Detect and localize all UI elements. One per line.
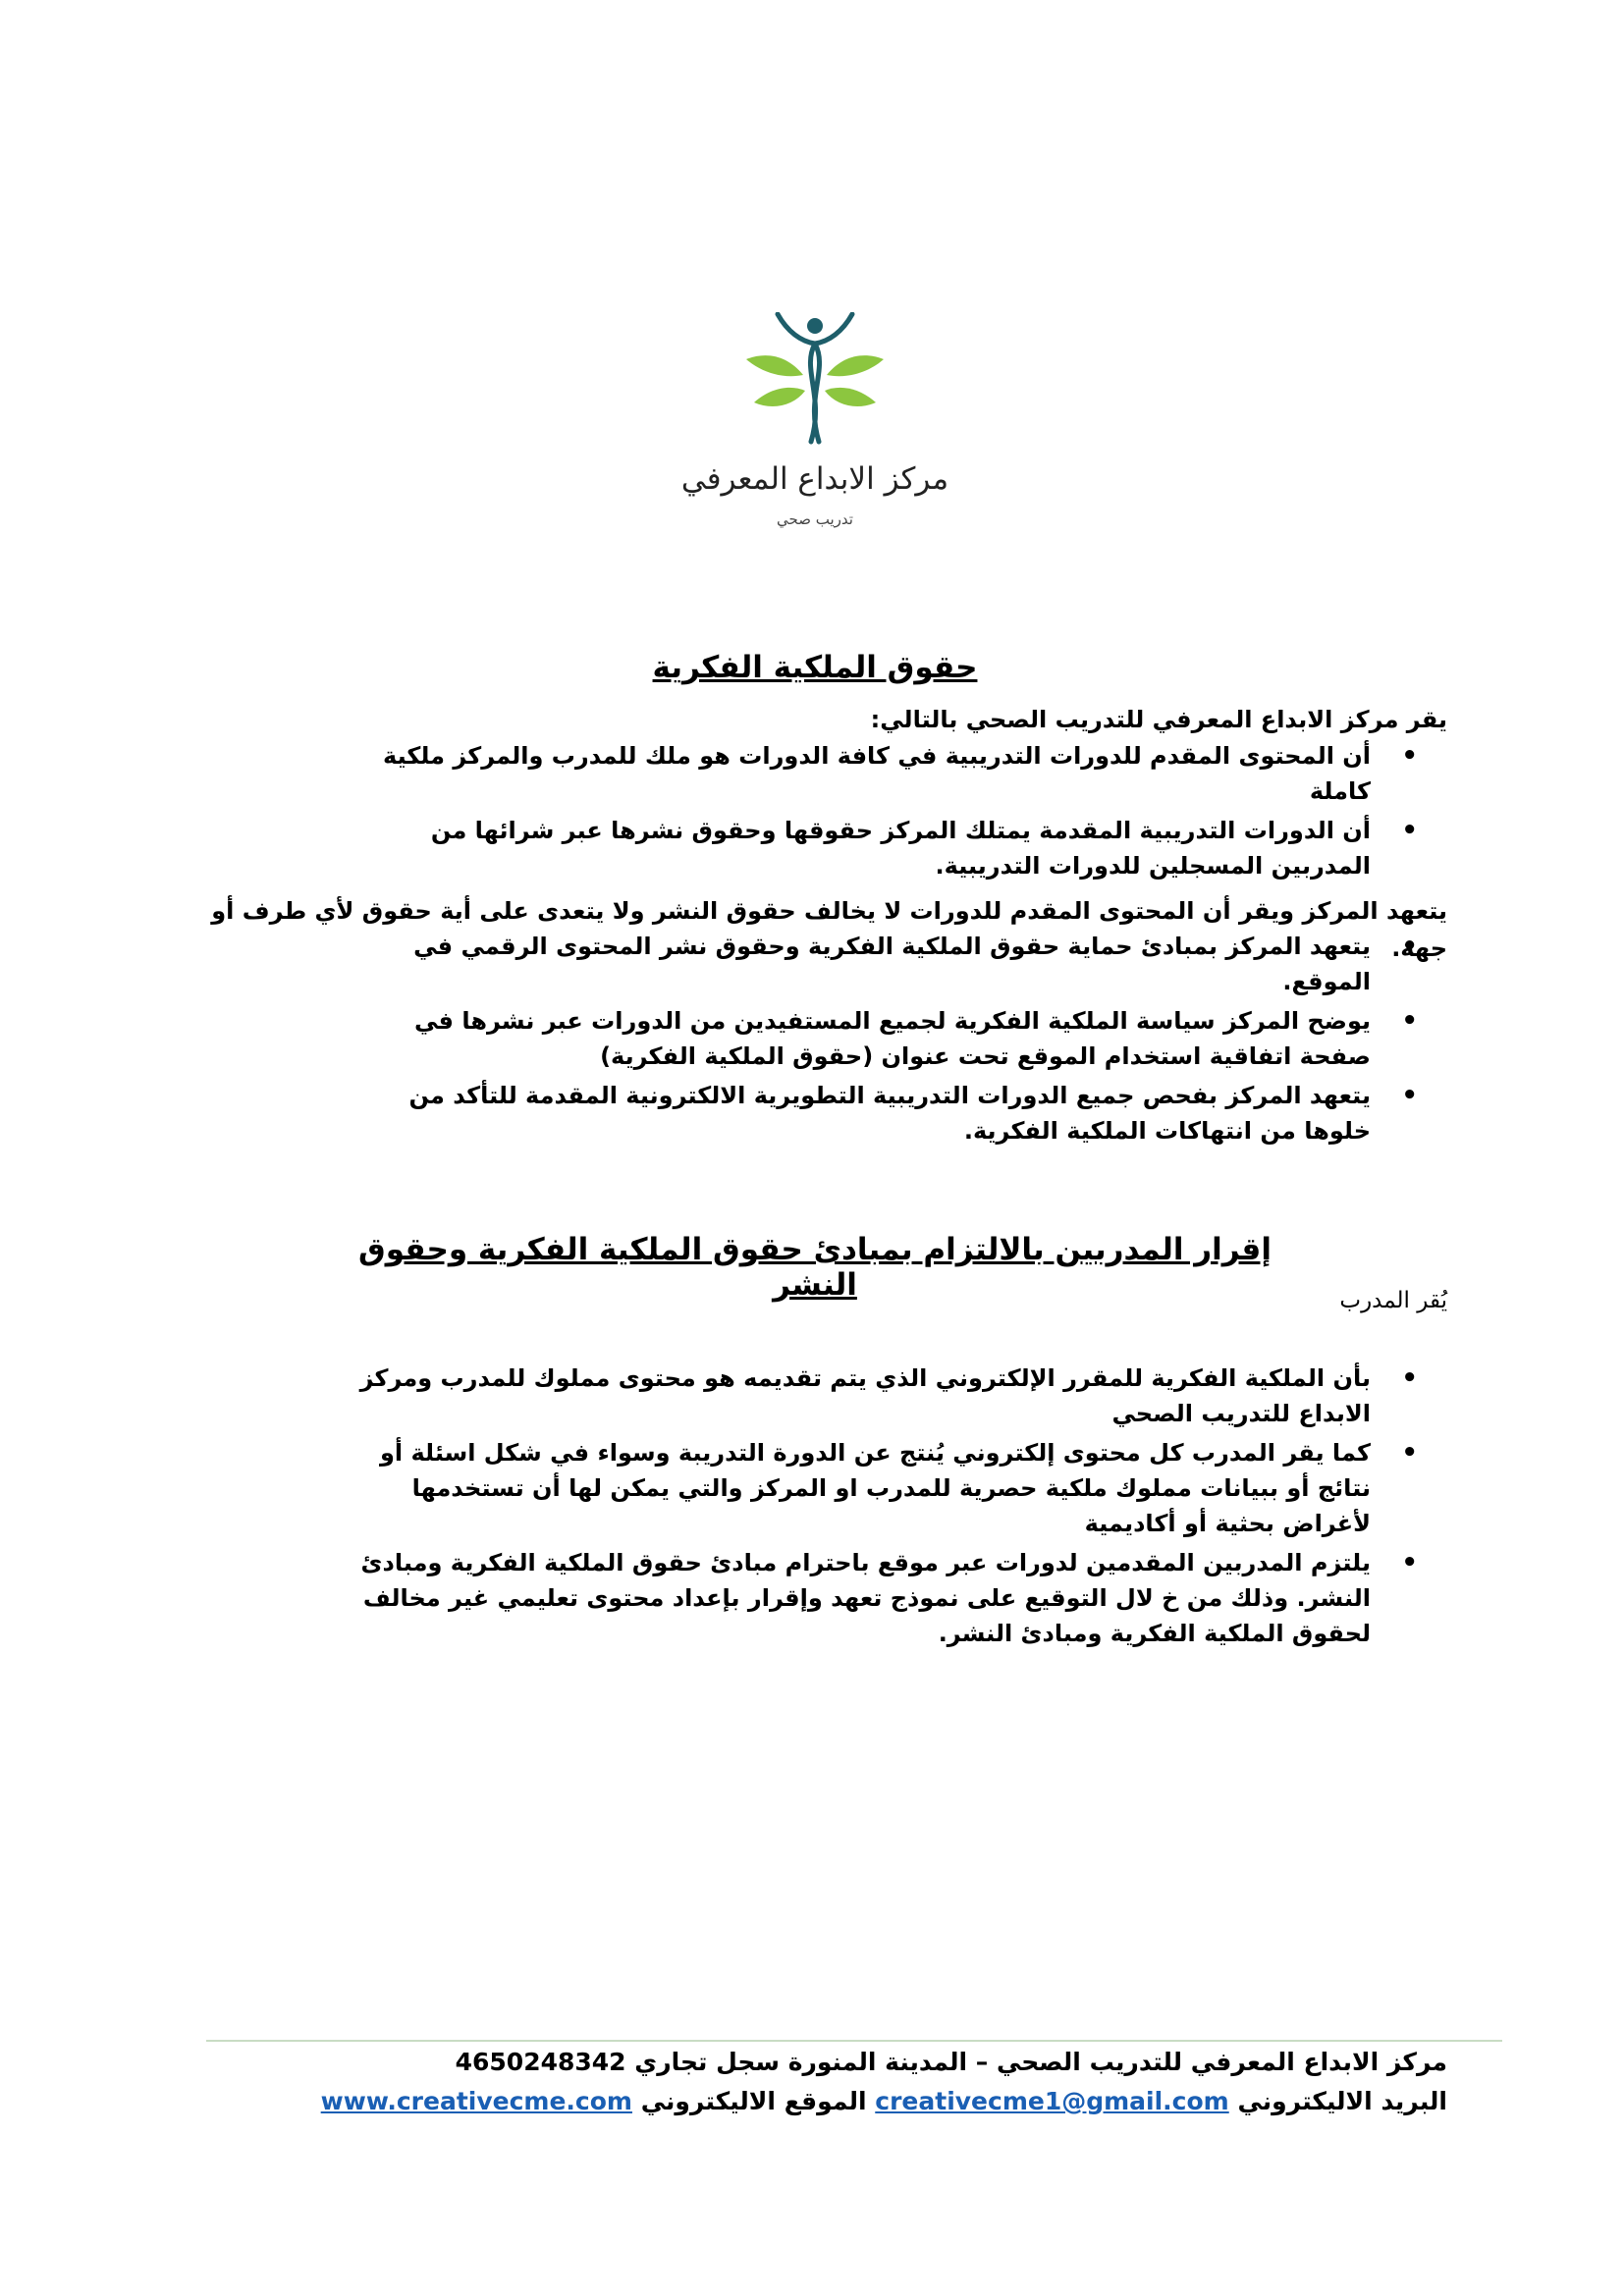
commercial-register-number: 4650248342: [455, 2048, 626, 2076]
trainer-declaration-list: [338, 1361, 1418, 1655]
logo-tagline: تدريب صحي: [777, 510, 853, 528]
leaf-right-top: [827, 355, 884, 376]
list-item: • بأن الملكية الفكرية للمقرر الإلكتروني الذي يتم تقديمه هو محتوى مملوك للمدرب ومركز الابداع للتدريب الصحي: [338, 1361, 1418, 1431]
figure-head: [807, 318, 823, 334]
list-item: • يتعهد المركز بمبادئ حماية حقوق الملكية الفكرية وحقوق نشر المحتوى الرقمي في الموقع.: [338, 929, 1418, 999]
footer-address: [171, 2048, 1447, 2076]
website-link[interactable]: www.creativecme.com: [320, 2087, 632, 2115]
email-label: البريد الاليكتروني: [1237, 2087, 1447, 2115]
logo-name: مركز الابداع المعرفي: [680, 461, 949, 497]
list-item: • كما يقر المدرب كل محتوى إلكتروني يُنتج عن الدورة التدريبة وسواء في شكل اسئلة أو نتائج أو ببيانات مملوك ملكية حصرية للمدرب او المركز والتي يمكن لها أن تستخدمها لأغراض بحثية أو أكاديمية: [338, 1435, 1418, 1541]
ip-rights-list: [338, 738, 1418, 887]
footer-center-text: مركز الابداع المعرفي للتدريب الصحي – المدينة المنورة سجل تجاري: [634, 2048, 1447, 2076]
center-commitments-list: [338, 929, 1418, 1152]
leaf-right-bottom: [825, 388, 876, 406]
section-intro: يقر مركز الابداع المعرفي للتدريب الصحي بالتالي:: [870, 706, 1447, 733]
list-item: • أن الدورات التدريبية المقدمة يمتلك المركز حقوقها وحقوق نشرها عبر شرائها من المدربين المسجلين للدورات التدريبية.: [338, 813, 1418, 883]
center-commitment-intro: يتعهد المركز ويقر أن المحتوى المقدم للدورات لا يخالف حقوق النشر ولا يتعدى على أية حقوق لأي طرف أو جهة.: [211, 897, 1447, 962]
email-link[interactable]: creativecme1@gmail.com: [875, 2087, 1229, 2115]
website-label: الموقع الاليكتروني: [640, 2087, 867, 2115]
trainer-declares-label: يُقر المدرب: [1339, 1288, 1447, 1313]
section-title-ip-rights: حقوق الملكية الفكرية: [652, 650, 978, 685]
list-item: • يوضح المركز سياسة الملكية الفكرية لجميع المستفيدين من الدورات عبر نشرها في صفحة اتفاقية استخدام الموقع تحت عنوان (حقوق الملكية الفكرية): [338, 1003, 1418, 1074]
logo-icon: [727, 312, 903, 450]
list-item: • يتعهد المركز بفحص جميع الدورات التدريبية التطويرية الالكترونية المقدمة للتأكد من خلوها من انتهاكات الملكية الفكرية.: [338, 1078, 1418, 1148]
list-item: • أن المحتوى المقدم للدورات التدريبية في كافة الدورات هو ملك للمدرب والمركز ملكية كاملة: [338, 738, 1418, 809]
figure-body-right: [814, 344, 819, 442]
footer-divider: [206, 2040, 1502, 2042]
footer-contact: [171, 2087, 1447, 2115]
section-title-trainer-declaration: إقرار المدربين بالالتزام بمبادئ حقوق الملكية الفكرية وحقوق النشر: [358, 1232, 1272, 1303]
leaf-left-top: [746, 355, 803, 376]
leaf-left-bottom: [754, 388, 805, 406]
list-item: • يلتزم المدربين المقدمين لدورات عبر موقع باحترام مبادئ حقوق الملكية الفكرية ومبادئ النشر. وذلك من خ لال التوقيع على نموذج تعهد وإقرار بإعداد محتوى تعليمي غير مخالف لحقوق الملكية الفكرية ومبادئ النشر.: [338, 1545, 1418, 1651]
